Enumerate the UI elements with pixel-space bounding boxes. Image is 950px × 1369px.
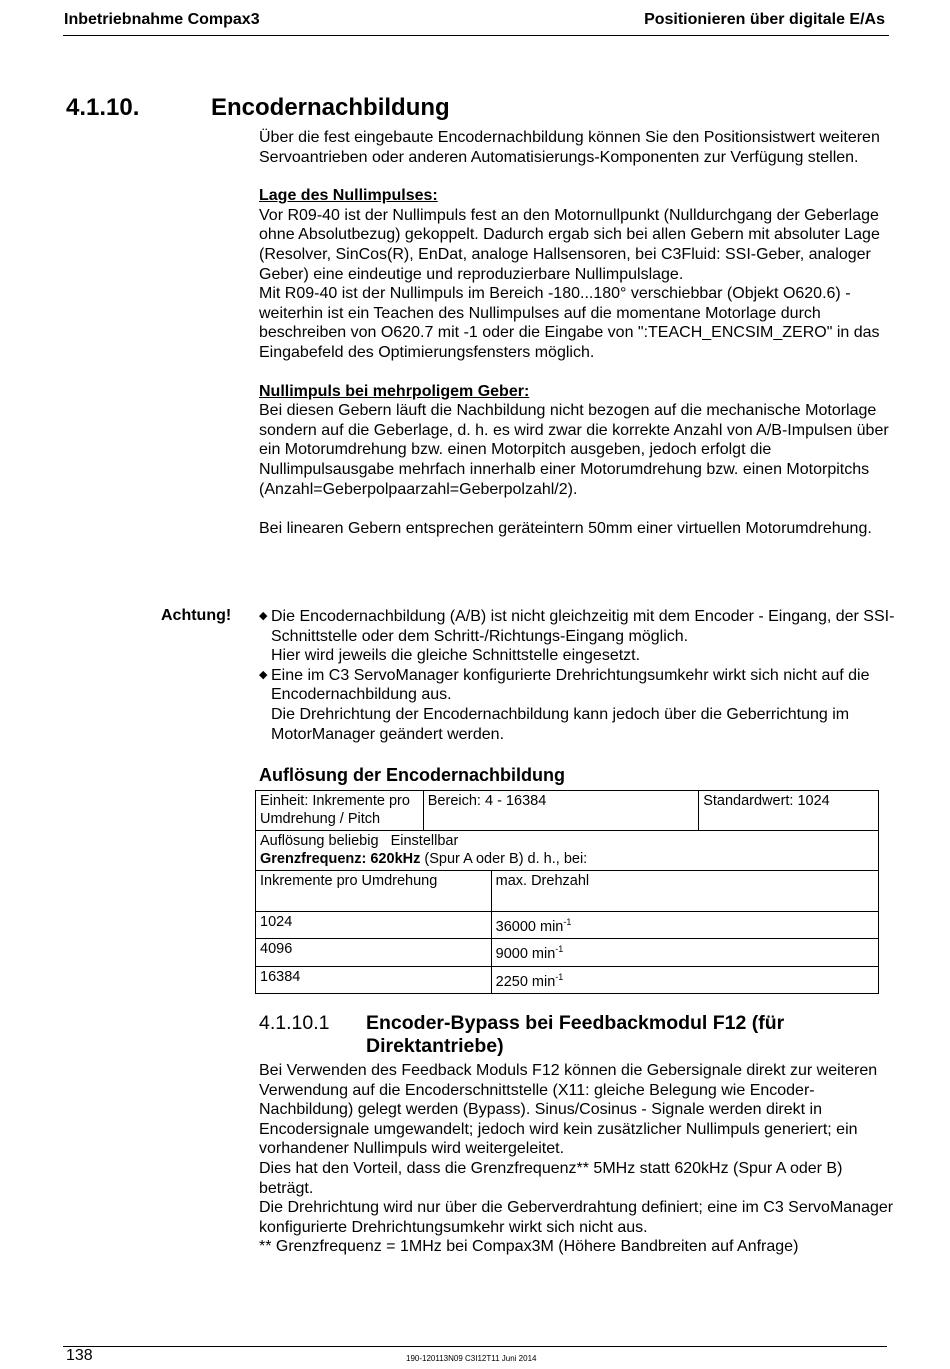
mehrpolig-heading: Nullimpuls bei mehrpoligem Geber:	[259, 382, 530, 400]
speed-unit: min	[531, 973, 556, 990]
table-cell	[491, 912, 878, 939]
header-divider	[63, 35, 889, 36]
footnote: ** Grenzfrequenz = 1MHz bei Compax3M (Höhere Bandbreiten auf Anfrage)	[259, 1238, 799, 1256]
table-cell	[491, 966, 878, 993]
warning-list	[259, 607, 899, 744]
subsection-body	[259, 1061, 899, 1257]
table-row	[256, 831, 879, 871]
subsection-title: Encoder-Bypass bei Feedbackmodul F12 (für Direktantriebe)	[366, 1012, 785, 1057]
table-cell	[256, 831, 879, 871]
resolution-table	[255, 790, 879, 994]
table-cell: 4096	[256, 939, 492, 966]
limit-frequency-rest: (Spur A oder B) d. h., bei:	[420, 850, 588, 867]
limit-frequency-text	[260, 851, 874, 869]
header-title-right: Positionieren über digitale E/As	[644, 11, 885, 28]
table-header-row	[256, 871, 879, 912]
table-cell: Bereich: 4 - 16384	[423, 791, 698, 831]
warning-item-text: Hier wird jeweils die gleiche Schnittstelle eingesetzt.	[271, 647, 641, 665]
subsection-paragraph-2: Dies hat den Vorteil, dass die Grenzfrequenz** 5MHz statt 620kHz (Spur A oder B) beträgt.	[259, 1159, 843, 1197]
nullimpuls-paragraph-1: Vor R09-40 ist der Nullimpuls fest an den Motornullpunkt (Nulldurchgang der Geberlage ohne Absolutbezug) gekoppelt. Dadurch ergab sich bei allen Gebern mit absoluter Lage (Resolver, SinCos(R), EnDat, analoge Hallsensoren, bei C3Fluid: SSI-Geber, analoger Geber) eine eindeutige und reproduzierbare Nullimpulslage.	[259, 206, 880, 283]
speed-unit-exponent: -1	[563, 917, 572, 927]
speed-unit-exponent: -1	[555, 944, 564, 955]
resolution-setting-text: Auflösung beliebig Einstellbar	[260, 833, 459, 849]
speed-unit: min	[539, 918, 564, 935]
table-row	[256, 791, 879, 831]
speed-value: 9000	[495, 946, 528, 963]
warning-item-text: Die Encodernachbildung (A/B) ist nicht gleichzeitig mit dem Encoder - Eingang, der SSI-Schnittstelle oder dem Schritt-/Richtungs-Eingang möglich.	[271, 608, 895, 645]
subsection-paragraph-1: Bei Verwenden des Feedback Moduls F12 können die Gebersignale direkt zur weiteren Verwendung auf die Encoderschnittstelle (X11: gleiche Belegung wie Encoder-Nachbildung) gelegt werden (Bypass). Sinus/Cosinus - Signale werden direkt in Encodersignale umgewandelt; jedoch wird kein zusätzlicher Nullimpuls generiert; ein vorhandener Nullimpuls wird weitergeleitet.	[259, 1062, 878, 1158]
speed-value: 2250	[495, 973, 528, 990]
table-title: Auflösung der Encodernachbildung	[259, 765, 565, 785]
table-cell	[491, 939, 878, 966]
section-body	[259, 128, 899, 538]
warning-item-text: Eine im C3 ServoManager konfigurierte Drehrichtungsumkehr wirkt sich nicht auf die Encodernachbildung aus.	[271, 666, 870, 704]
speed-unit-exponent: -1	[555, 971, 564, 982]
warning-label: Achtung!	[161, 607, 232, 624]
warning-item	[259, 666, 899, 744]
limit-frequency-label: Grenzfrequenz: 620kHz	[260, 850, 421, 867]
footer-divider	[63, 1346, 887, 1347]
subsection-paragraph-3: Die Drehrichtung wird nur über die Geberverdrahtung definiert; eine im C3 ServoManager konfigurierte Drehrichtungsumkehr wirkt sich nicht aus.	[259, 1199, 894, 1236]
diamond-bullet-icon: ◆	[259, 668, 268, 681]
section-number: 4.1.10.	[66, 94, 140, 121]
speed-unit: min	[531, 946, 556, 963]
nullimpuls-heading: Lage des Nullimpulses:	[259, 187, 438, 205]
document-code: 190-120113N09 C3I12T11 Juni 2014	[406, 1354, 537, 1363]
page-number: 138	[66, 1347, 93, 1364]
table-row	[256, 966, 879, 993]
speed-value: 36000	[495, 918, 536, 935]
intro-paragraph: Über die fest eingebaute Encodernachbildung können Sie den Positionsistwert weiteren Servoantrieben oder anderen Automatisierungs-Komponenten zur Verfügung stellen.	[259, 129, 880, 166]
header-title-left: Inbetriebnahme Compax3	[64, 11, 260, 28]
table-cell: Einheit: Inkremente pro Umdrehung / Pitch	[256, 791, 424, 831]
table-cell: 1024	[256, 912, 492, 939]
mehrpolig-paragraph-1: Bei diesen Gebern läuft die Nachbildung nicht bezogen auf die mechanische Motorlage sondern auf die Geberlage, d. h. es wird zwar die korrekte Anzahl von A/B-Impulsen über ein Motorumdrehung bzw. einen Motorpitch ausgeben, jedoch erfolgt die Nullimpulsausgabe mehrfach innerhalb einer Motorumdrehung bzw. einen Motorpitchs (Anzahl=Geberpolpaarzahl=Geberpolzahl/2).	[259, 402, 889, 498]
mehrpolig-paragraph-2: Bei linearen Gebern entsprechen geräteintern 50mm einer virtuellen Motorumdrehung.	[259, 519, 872, 537]
table-row	[256, 912, 879, 939]
column-header: max. Drehzahl	[491, 871, 878, 912]
warning-item-text: Die Drehrichtung der Encodernachbildung kann jedoch über die Geberrichtung im MotorManager geändert werden.	[271, 705, 850, 743]
nullimpuls-paragraph-2: Mit R09-40 ist der Nullimpuls im Bereich -180...180° verschiebbar (Objekt O620.6) - weiterhin ist ein Teachen des Nullimpulses auf die momentane Motorlage durch beschreiben von O620.7 mit -1 oder die Eingabe von ":TEACH_ENCSIM_ZERO" in das Eingabefeld des Optimierungsfensters möglich.	[259, 285, 880, 361]
table-row	[256, 939, 879, 966]
table-cell: 16384	[256, 966, 492, 993]
column-header: Inkremente pro Umdrehung	[256, 871, 492, 912]
warning-item	[259, 607, 899, 666]
section-title: Encodernachbildung	[211, 94, 450, 121]
subsection-number: 4.1.10.1	[259, 1012, 330, 1034]
table-cell: Standardwert: 1024	[699, 791, 879, 831]
diamond-bullet-icon: ◆	[259, 610, 268, 622]
